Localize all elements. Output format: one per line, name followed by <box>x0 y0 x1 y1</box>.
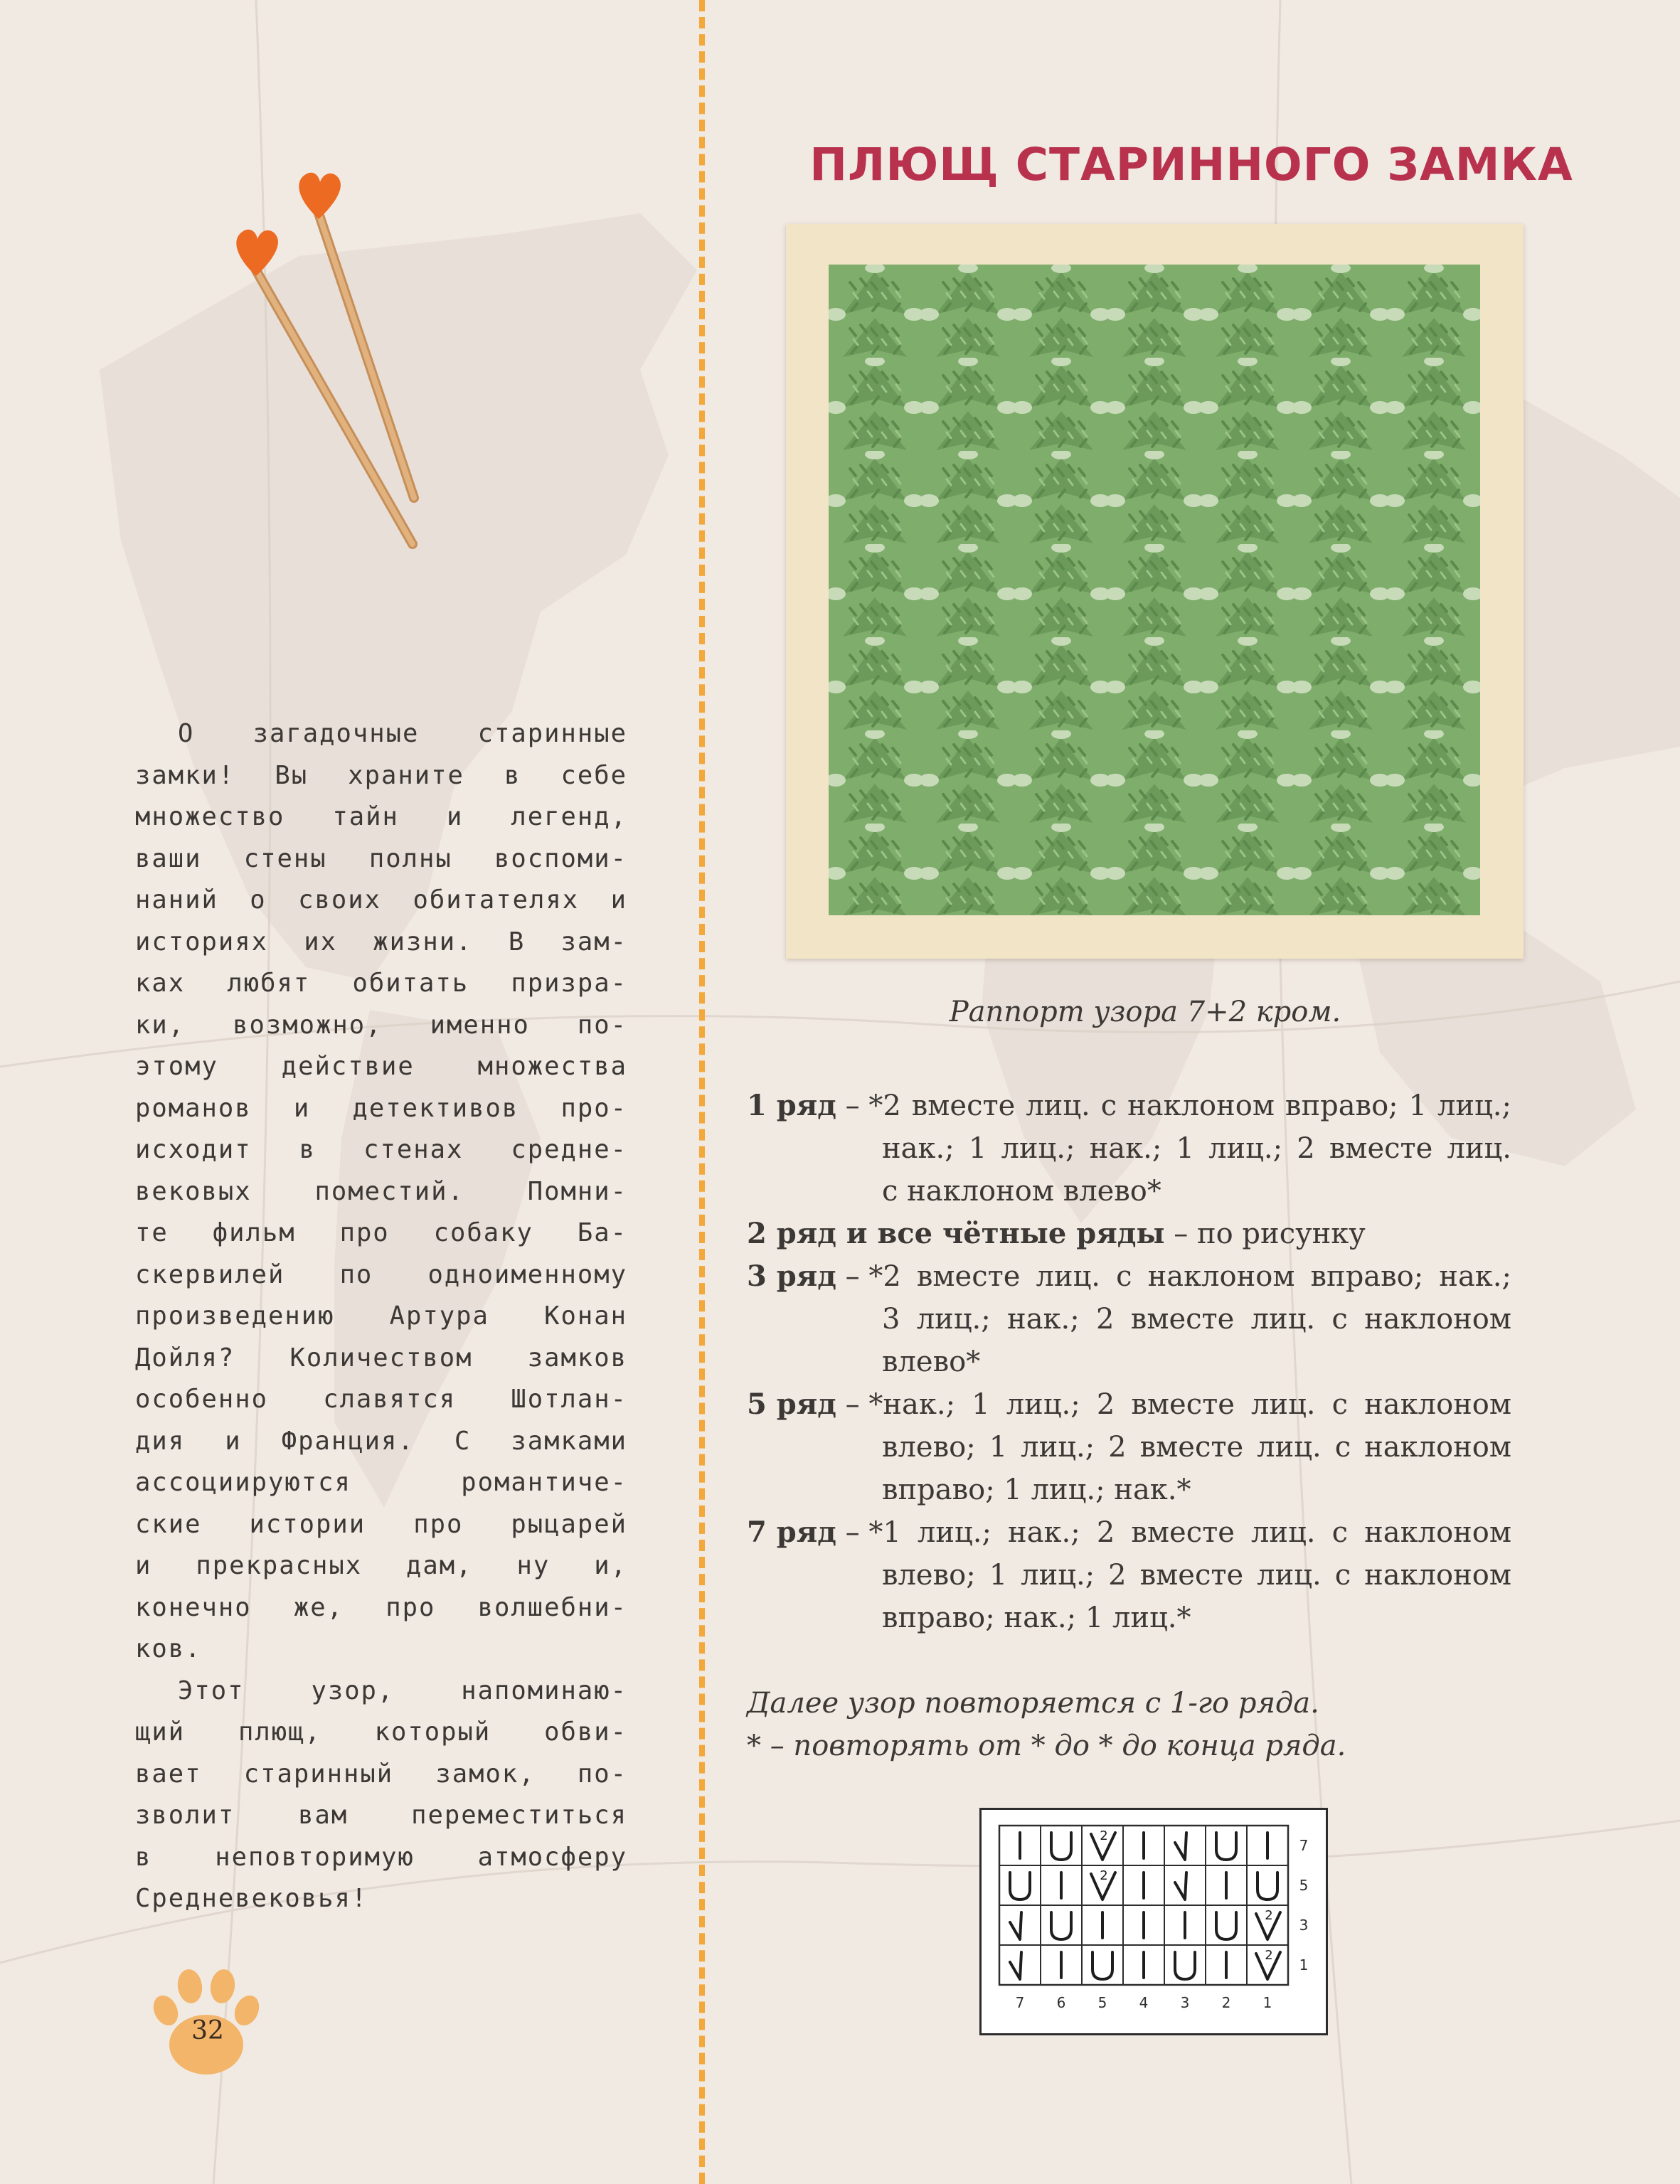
row-line: влево; 1 лиц.; 2 вместе лиц. с наклоном <box>882 1431 1511 1464</box>
chart-row-number: 1 <box>1299 1956 1309 1973</box>
row-1-instruction: 1 ряд – *2 вместе лиц. с наклоном вправо; 1 лиц.; <box>747 1085 1511 1127</box>
intro-line: особенно славятся Шотлан- <box>135 1385 627 1414</box>
intro-line: и прекрасных дам, ну и, <box>135 1551 627 1580</box>
stitch-chart-svg <box>982 1810 1326 2033</box>
intro-line: исходит в стенах средне- <box>135 1135 627 1164</box>
intro-line: романов и детективов про- <box>135 1093 627 1123</box>
row-line: *2 вместе лиц. с наклоном вправо; 1 лиц.; <box>868 1090 1511 1122</box>
intro-line: ках любят обитать призра- <box>135 969 627 998</box>
intro-line: вековых поместий. Помни- <box>135 1176 627 1206</box>
intro-line: Этот узор, напоминаю- <box>178 1676 627 1705</box>
intro-line: ков. <box>135 1634 202 1663</box>
row-instructions <box>747 1085 1511 1639</box>
intro-line: в неповторимую атмосферу <box>135 1842 627 1872</box>
intro-text <box>135 713 627 1920</box>
chart-column-number: 7 <box>1015 1994 1025 2011</box>
row-line: с наклоном влево* <box>882 1175 1161 1208</box>
intro-line: ваши стены полны воспоми- <box>135 843 627 873</box>
chart-cell-number: 2 <box>1265 1908 1273 1923</box>
row-3-instruction: 3 ряд – *2 вместе лиц. с наклоном вправо; нак.; <box>747 1255 1511 1298</box>
knitted-sample-photo <box>829 265 1480 915</box>
chart-row-number: 7 <box>1299 1837 1309 1854</box>
page-number: 32 <box>191 2016 224 2045</box>
chart-cell-symbol-L2 <box>1175 1833 1186 1860</box>
row-line: *1 лиц.; нак.; 2 вместе лиц. с наклоном <box>868 1516 1511 1549</box>
rapport-caption: Раппорт узора 7+2 кром. <box>949 996 1341 1028</box>
intro-line: произведению Артура Конан <box>135 1301 627 1331</box>
chart-column-number: 1 <box>1262 1994 1272 2011</box>
chart-cell-symbol-U <box>1051 1833 1071 1860</box>
pattern-notes <box>747 1682 1529 1767</box>
intro-line: этому действие множества <box>135 1052 627 1081</box>
chart-cell-number: 2 <box>1100 1828 1108 1843</box>
intro-line: ские истории про рыцарей <box>135 1509 627 1539</box>
intro-line: дия и Франция. С замками <box>135 1426 627 1456</box>
intro-line: наний о своих обитателях и <box>135 885 627 915</box>
row-line: *нак.; 1 лиц.; 2 вместе лиц. с наклоном <box>868 1388 1511 1421</box>
chart-column-number: 3 <box>1180 1994 1190 2011</box>
row-line: нак.; 1 лиц.; нак.; 1 лиц.; 2 вместе лиц. <box>882 1132 1511 1165</box>
row-2-instruction: 2 ряд и все чётные ряды – по рисунку <box>747 1217 1366 1250</box>
chart-cell-symbol-R2 <box>1091 1828 1115 1860</box>
intro-line: конечно же, про волшебни- <box>135 1592 627 1622</box>
intro-line: щий плющ, который обви- <box>135 1717 627 1747</box>
chart-row-number: 3 <box>1299 1917 1309 1934</box>
chart-cell-symbol-U <box>1175 1952 1195 1979</box>
knitting-needles-icon <box>228 171 441 555</box>
intro-line: зволит вам переместиться <box>135 1801 627 1830</box>
row-line: 3 лиц.; нак.; 2 вместе лиц. с наклоном <box>882 1303 1511 1336</box>
chart-cell-symbol-U <box>1216 1912 1236 1939</box>
chart-cell-symbol-U <box>1258 1873 1277 1900</box>
chart-cell-symbol-L2 <box>1010 1952 1021 1979</box>
intro-line: множество тайн и легенд, <box>135 802 627 831</box>
intro-line: Средневековья! <box>135 1884 368 1913</box>
photo-frame <box>786 224 1524 959</box>
page-divider <box>699 0 705 2184</box>
chart-cell-symbol-R2 <box>1091 1868 1115 1900</box>
pattern-title: ПЛЮЩ СТАРИННОГО ЗАМКА <box>809 139 1573 191</box>
chart-column-number: 5 <box>1097 1994 1107 2011</box>
row-label: 7 ряд <box>747 1516 836 1549</box>
chart-cell-number: 2 <box>1100 1868 1108 1883</box>
asterisk-note: * – повторять от * до * до конца ряда. <box>747 1730 1346 1762</box>
chart-cell-symbol-U <box>1216 1833 1236 1860</box>
chart-cell-symbol-R2 <box>1256 1948 1280 1979</box>
intro-line: те фильм про собаку Ба- <box>135 1218 627 1247</box>
chart-column-number: 4 <box>1139 1994 1149 2011</box>
chart-cell-number: 2 <box>1265 1948 1273 1963</box>
chart-row-number: 5 <box>1299 1877 1309 1894</box>
row-line: влево; 1 лиц.; 2 вместе лиц. с наклоном <box>882 1559 1511 1592</box>
row-label: 2 ряд и все чётные ряды <box>747 1217 1165 1250</box>
chart-cell-symbol-U <box>1051 1912 1071 1939</box>
intro-line: замки! Вы храните в себе <box>135 760 627 790</box>
row-line: *2 вместе лиц. с наклоном вправо; нак.; <box>868 1260 1511 1293</box>
row-line: по рисунку <box>1196 1218 1366 1250</box>
repeat-note: Далее узор повторяется с 1-го ряда. <box>747 1687 1319 1720</box>
intro-line: вает старинный замок, по- <box>135 1759 627 1789</box>
chart-column-number: 6 <box>1056 1994 1066 2011</box>
stitch-chart <box>979 1808 1328 2035</box>
row-7-instruction: 7 ряд – *1 лиц.; нак.; 2 вместе лиц. с наклоном <box>747 1511 1511 1554</box>
chart-cell-symbol-L2 <box>1010 1912 1021 1939</box>
chart-cell-symbol-R2 <box>1256 1908 1280 1939</box>
intro-line: О загадочные старинные <box>178 719 627 748</box>
row-label: 5 ряд <box>747 1387 836 1421</box>
row-line: влево* <box>882 1346 981 1378</box>
intro-line: историях их жизни. В зам- <box>135 927 627 957</box>
row-label: 1 ряд <box>747 1089 836 1122</box>
row-label: 3 ряд <box>747 1259 836 1293</box>
row-5-instruction: 5 ряд – *нак.; 1 лиц.; 2 вместе лиц. с наклоном <box>747 1383 1511 1426</box>
chart-cell-symbol-U <box>1092 1952 1112 1979</box>
intro-line: Дойля? Количеством замков <box>135 1343 627 1373</box>
chart-cell-symbol-L2 <box>1175 1873 1186 1900</box>
row-line: вправо; 1 лиц.; нак.* <box>882 1474 1191 1506</box>
row-line: вправо; нак.; 1 лиц.* <box>882 1602 1191 1634</box>
intro-line: ки, возможно, именно по- <box>135 1010 627 1040</box>
chart-cell-symbol-U <box>1010 1873 1030 1900</box>
intro-line: ассоциируются романтиче- <box>135 1468 627 1497</box>
intro-line: скервилей по одноименному <box>135 1259 627 1289</box>
chart-column-number: 2 <box>1221 1994 1231 2011</box>
